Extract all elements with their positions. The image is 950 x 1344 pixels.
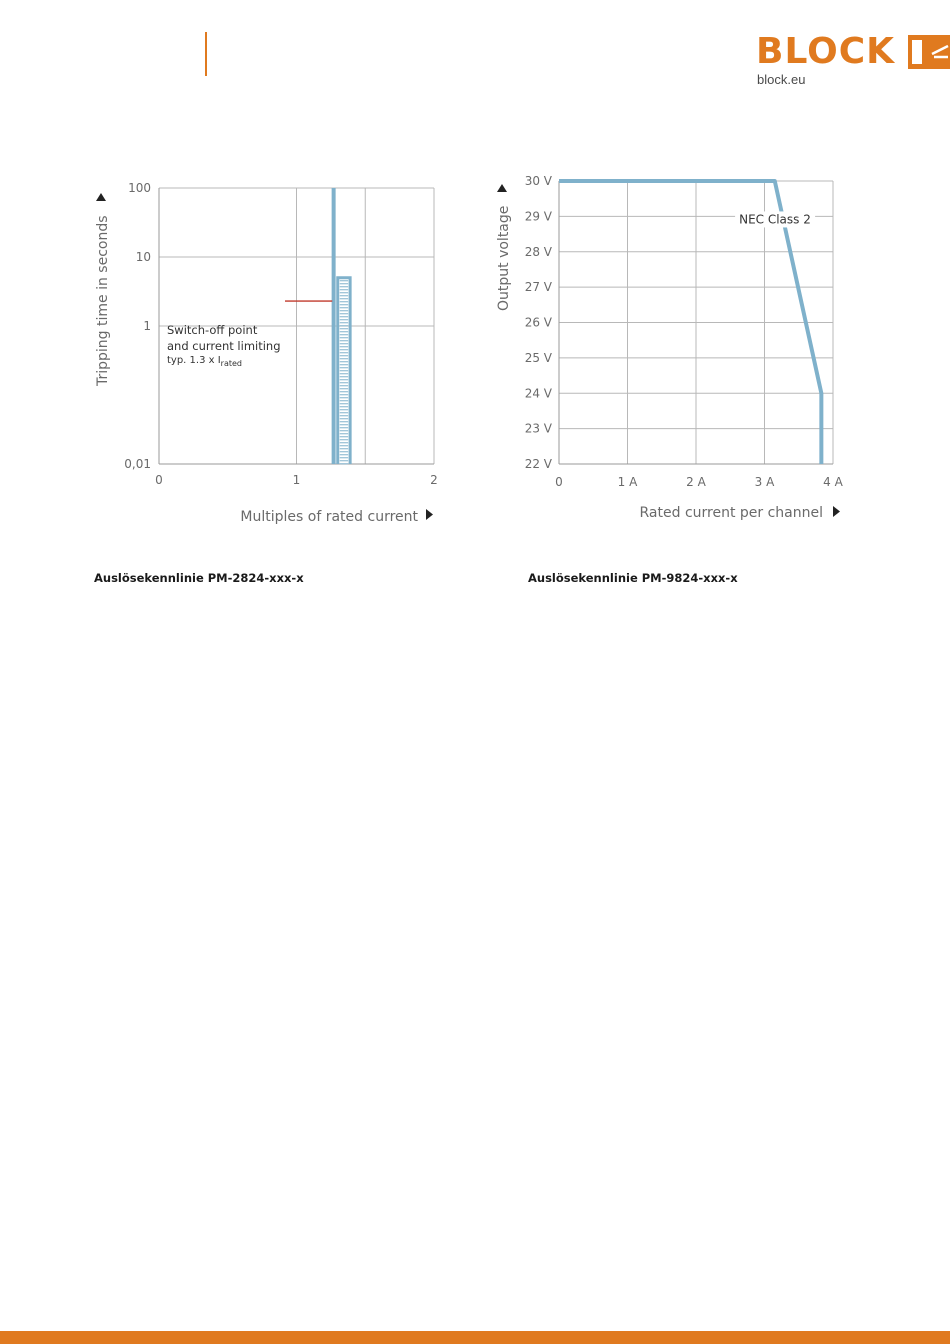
- y-axis-arrow-icon: [497, 184, 507, 192]
- x-axis-label: Multiples of rated current: [240, 509, 418, 525]
- switch-icon: [908, 35, 950, 69]
- x-tick-label: 0: [555, 475, 563, 489]
- y-tick-label: 26 V: [524, 315, 552, 330]
- x-tick-label: 4 A: [823, 475, 843, 489]
- header-divider: [205, 32, 207, 76]
- logo-subtitle: block.eu: [757, 72, 806, 87]
- logo-wordmark: BLOCK: [756, 31, 896, 72]
- x-tick-label: 0: [155, 473, 163, 487]
- y-tick-label: 23 V: [524, 421, 552, 436]
- y-tick-label: 25 V: [524, 350, 552, 365]
- annotation-line-3: typ. 1.3 x $I_{rated}$: [167, 355, 242, 368]
- x-tick-label: 1: [292, 473, 301, 487]
- annotation-line-1: Switch-off point: [167, 323, 258, 337]
- right-chart-caption: Auslösekennlinie PM-9824-xxx-x: [528, 571, 738, 585]
- x-axis-arrow-icon: [833, 506, 840, 517]
- tripping-time-chart: [88, 160, 460, 530]
- y-tick-label: 100: [128, 181, 151, 195]
- y-tick-label: 24 V: [524, 386, 552, 401]
- y-tick-label: 22 V: [524, 457, 552, 471]
- x-axis-arrow-icon: [426, 509, 433, 520]
- y-axis-arrow-icon: [96, 193, 106, 201]
- nec-class-2-label: NEC Class 2: [739, 212, 811, 227]
- footer-bar: [0, 1331, 950, 1344]
- x-tick-label: 2: [430, 473, 438, 487]
- y-tick-label: 0,01: [124, 457, 151, 471]
- y-tick-label: 27 V: [524, 280, 552, 295]
- x-axis-label: Rated current per channel: [639, 505, 823, 521]
- block-logo[interactable]: [756, 32, 950, 92]
- left-chart-caption: Auslösekennlinie PM-2824-xxx-x: [94, 571, 304, 585]
- y-tick-label: 28 V: [524, 244, 552, 259]
- y-tick-label: 29 V: [524, 209, 552, 224]
- y-tick-label: 10: [135, 250, 151, 264]
- x-tick-label: 2 A: [686, 475, 706, 489]
- annotation-line-2: and current limiting: [167, 339, 281, 353]
- output-voltage-chart: [490, 160, 860, 530]
- x-tick-label: 1 A: [617, 475, 638, 489]
- y-axis-label: Tripping time in seconds: [95, 215, 111, 386]
- x-tick-label: 3 A: [754, 475, 775, 489]
- y-tick-label: 30 V: [524, 174, 552, 188]
- y-tick-label: 1: [143, 319, 151, 333]
- y-axis-label: Output voltage: [496, 205, 512, 311]
